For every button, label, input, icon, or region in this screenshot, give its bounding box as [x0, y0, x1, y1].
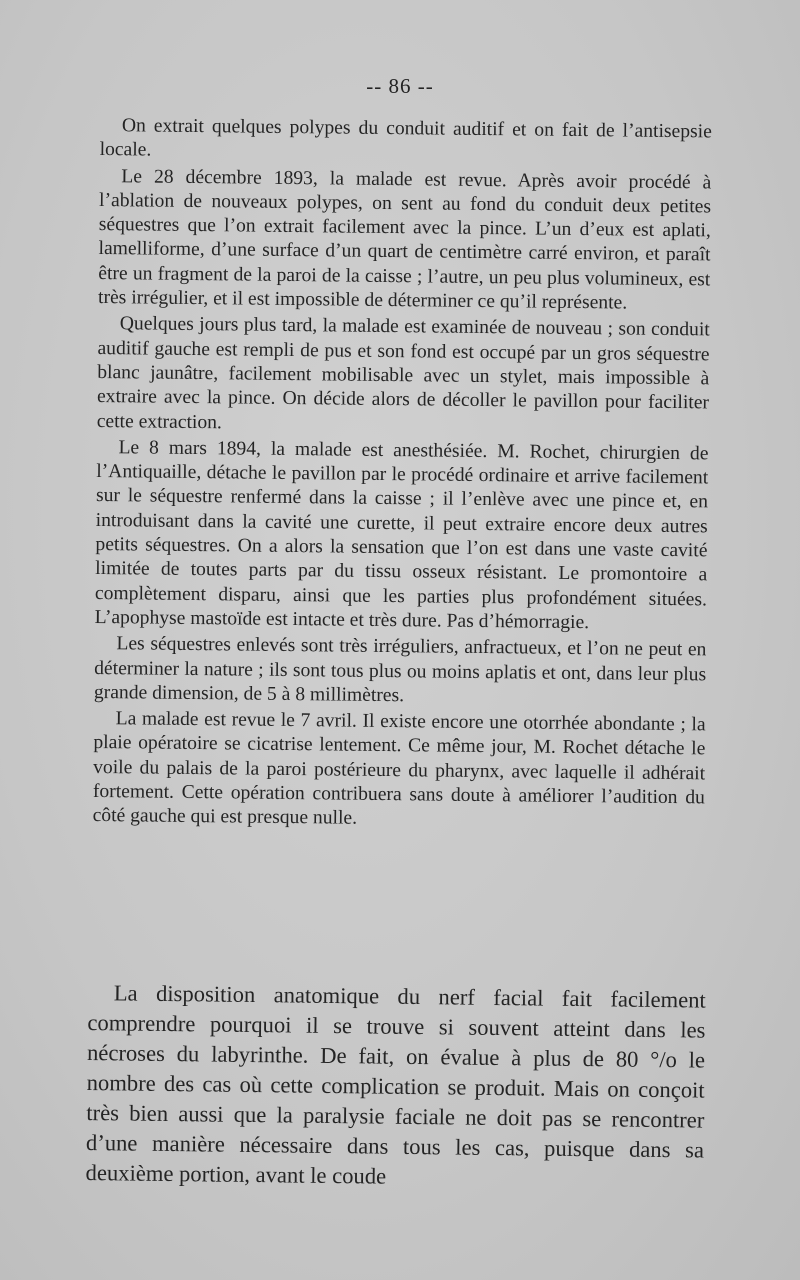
paragraph-april: La malade est revue le 7 avril. Il existe encore une otorrhée abondante ; la plaie opératoire se cicatrise lentement. Ce même jour, M. Rochet détache le voile du palais de la paroi postérieure du pharynx, avec laquelle il adhérait fortement. Cette opération contribuera sans doute à améliorer l’audition du côté gauche qui est presque nulle. — [92, 708, 706, 830]
paragraph-sequestra: Les séquestres enlevés sont très irréguliers, anfractueux, et l’on ne peut en déterminer la nature ; ils sont tous plus ou moins aplatis et ont, dans leur plus grande dimension, de 5 à 8 millimètres. — [93, 633, 707, 707]
case-report-text — [92, 114, 711, 837]
paragraph-facial-nerve: La disposition anatomique du nerf facial fait facilement comprendre pourquoi il se trouve si souvent atteint dans les nécroses du labyrinthe. De fait, on évalue à plus de 80 °/o le nombre des cas où cette complication se produit. Mais on conçoit très bien aussi que la paralysie faciale ne doit pas se rencontrer d’une manière nécessaire dans tous les cas, puisque dans sa deuxième portion, avant le coude — [85, 980, 706, 1189]
page-number: -- 86 -- — [366, 74, 434, 98]
paragraph-days-later: Quelques jours plus tard, la malade est examinée de nouveau ; son conduit auditif gauche est rempli de pus et son fond est occupé par un gros séquestre blanc jaunâtre, facilement mobilisable avec un stylet, mais impossible à extraire avec la pince. On décide alors de décoller le pavillon pour faciliter cette extraction. — [96, 313, 710, 433]
discussion-text — [85, 978, 706, 1196]
paragraph-march-1894: Le 8 mars 1894, la malade est anesthésiée. M. Rochet, chirurgien de l’Antiquaille, détache le pavillon par le procédé ordinaire et arrive facilement sur le séquestre renfermé dans la caisse ; il l’enlève avec une pince et, en introduisant dans la cavité une curette, il peut extraire encore deux autres petits séquestres. On a alors la sensation que l’on est dans une vaste cavité limitée de toutes parts par du tissu osseux résistant. Le promontoire a complètement disparu, ainsi que les parties plus profondément situées. L’apophyse mastoïde est intacte et très dure. Pas d’hémorragie. — [94, 437, 709, 634]
paragraph-antisepsis: On extrait quelques polypes du conduit auditif et on fait de l’antisepsie locale. — [99, 115, 712, 161]
paragraph-december-1893: Le 28 décembre 1893, la malade est revue. Après avoir procédé à l’ablation de nouveaux polypes, on sent au fond du conduit deux petites séquestres que l’on extrait facilement avec la pince. L’un d’eux est aplati, lamelliforme, d’une surface d’un quart de centimètre carré environ, et paraît être un fragment de la paroi de la caisse ; l’autre, un peu plus volumineux, est très irrégulier, et il est impossible de déterminer ce qu’il représente. — [97, 165, 712, 314]
